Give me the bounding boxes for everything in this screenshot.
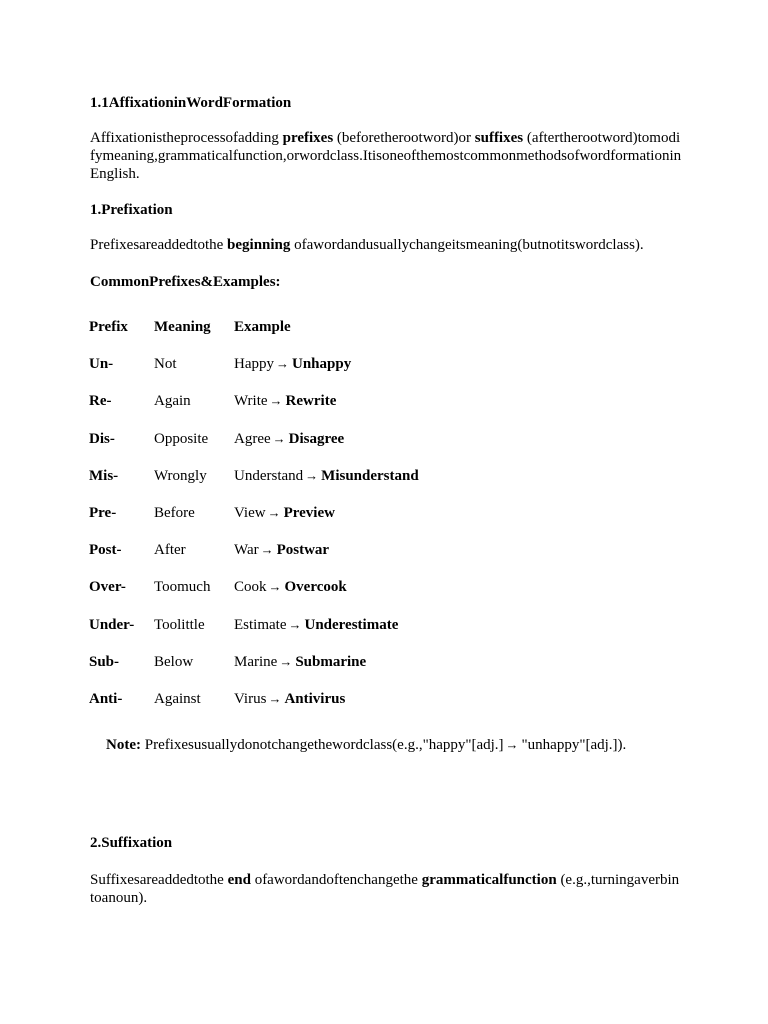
example-derived-word: Disagree <box>288 430 345 447</box>
example-base-word: Write <box>234 393 268 410</box>
meaning-cell: Not <box>154 356 177 373</box>
prefix-cell: Dis- <box>89 430 115 447</box>
arrow-icon: → <box>279 653 293 669</box>
arrow-icon: → <box>305 467 319 483</box>
example-cell <box>234 355 351 373</box>
header-meaning: Meaning <box>154 319 211 335</box>
meaning-cell: Against <box>154 690 201 707</box>
table-row <box>89 504 649 541</box>
table-row <box>89 653 649 690</box>
table-row <box>89 355 649 392</box>
meaning-cell: Before <box>154 504 195 521</box>
table-header-row <box>89 318 649 355</box>
intro-paragraph <box>90 129 682 183</box>
example-derived-word: Misunderstand <box>321 467 419 484</box>
table-row <box>89 541 649 578</box>
example-base-word: View <box>234 504 266 521</box>
intro-term-prefixes: prefixes <box>282 130 334 146</box>
example-base-word: War <box>234 542 259 559</box>
arrow-icon: → <box>260 542 274 558</box>
table-row <box>89 430 649 467</box>
example-derived-word: Antivirus <box>284 690 346 707</box>
example-base-word: Happy <box>234 356 274 373</box>
prefixation-text-2: ofawordandusuallychangeitsmeaning(butnotitswordclass). <box>290 237 644 253</box>
meaning-cell: Opposite <box>154 430 209 447</box>
table-row <box>89 616 649 653</box>
prefix-cell: Sub- <box>89 653 120 670</box>
prefix-cell: Pre- <box>89 504 117 521</box>
prefix-table <box>89 318 649 727</box>
prefix-cell: Anti- <box>89 690 123 707</box>
suffixation-text-3: (e.g.,turningaverbintoanoun). <box>90 872 680 906</box>
example-base-word: Virus <box>234 690 267 707</box>
prefix-cell: Under- <box>89 616 135 633</box>
header-example: Example <box>234 319 291 335</box>
table-row <box>89 690 649 727</box>
meaning-cell: Again <box>154 393 191 410</box>
intro-text-3: (aftertherootword)tomodifymeaning,grammaticalfunction,orwordclass.Itisoneofthemostcommonmethodsofwordformationin English. <box>90 130 682 182</box>
note-text-2: "unhappy"[adj.]). <box>521 737 627 753</box>
intro-text-1: Affixationistheprocessofadding <box>90 130 283 146</box>
example-base-word: Understand <box>234 467 304 484</box>
example-derived-word: Underestimate <box>304 616 399 633</box>
meaning-cell: Wrongly <box>154 467 207 484</box>
header-prefix: Prefix <box>89 319 128 335</box>
note-text-1: Prefixesusuallydonotchangethewordclass(e.g.,"happy"[adj.] <box>140 737 504 753</box>
prefixation-heading: 1.Prefixation <box>90 202 173 218</box>
example-cell <box>234 504 335 522</box>
suffixation-term-end: end <box>227 872 251 888</box>
intro-text-2: (beforetherootword)or <box>333 130 475 146</box>
intro-term-suffixes: suffixes <box>474 130 524 146</box>
prefix-cell: Re- <box>89 393 112 410</box>
example-derived-word: Unhappy <box>292 356 352 373</box>
example-cell <box>234 616 398 634</box>
arrow-icon: → <box>272 430 286 446</box>
meaning-cell: After <box>154 542 186 559</box>
arrow-icon: → <box>276 356 289 372</box>
prefix-cell: Post- <box>89 542 122 559</box>
suffixation-text-2: ofawordandoftenchangethe <box>250 872 422 888</box>
suffixation-term-grammatical-function: grammaticalfunction <box>421 872 557 888</box>
example-cell <box>234 653 366 671</box>
table-row <box>89 578 649 615</box>
prefixation-term-beginning: beginning <box>227 237 291 253</box>
prefix-cell: Mis- <box>89 467 119 484</box>
example-base-word: Cook <box>234 579 267 596</box>
arrow-icon: → <box>267 504 281 520</box>
prefix-cell: Un- <box>89 356 114 373</box>
example-cell <box>234 430 344 448</box>
example-cell <box>234 392 336 410</box>
example-cell <box>234 467 419 485</box>
example-base-word: Marine <box>234 653 278 670</box>
suffixation-heading: 2.Suffixation <box>90 835 173 851</box>
meaning-cell: Toomuch <box>154 579 211 596</box>
prefixation-paragraph <box>90 236 690 254</box>
arrow-icon: → <box>268 690 282 706</box>
prefixes-subheading: CommonPrefixes&Examples: <box>90 274 281 290</box>
example-base-word: Estimate <box>234 616 287 633</box>
example-derived-word: Preview <box>283 504 335 521</box>
example-derived-word: Postwar <box>276 542 330 559</box>
note-label: Note: <box>106 737 141 753</box>
example-derived-word: Rewrite <box>285 393 337 410</box>
example-cell <box>234 578 347 596</box>
prefix-cell: Over- <box>89 579 126 596</box>
arrow-icon: → <box>505 737 519 752</box>
arrow-icon: → <box>269 393 283 409</box>
suffixation-text-1: Suffixesareaddedtothe <box>90 872 228 888</box>
arrow-icon: → <box>268 579 282 595</box>
arrow-icon: → <box>288 616 302 632</box>
table-body <box>89 355 649 727</box>
meaning-cell: Toolittle <box>154 616 205 633</box>
table-row <box>89 392 649 429</box>
example-cell <box>234 690 345 708</box>
example-base-word: Agree <box>234 430 271 447</box>
example-derived-word: Overcook <box>284 579 347 596</box>
section-title: 1.1AffixationinWordFormation <box>90 95 292 111</box>
suffixation-paragraph <box>90 871 682 907</box>
example-derived-word: Submarine <box>295 653 367 670</box>
prefix-note <box>106 736 686 754</box>
meaning-cell: Below <box>154 653 194 670</box>
example-cell <box>234 541 329 559</box>
prefixation-text-1: Prefixesareaddedtothe <box>90 237 228 253</box>
table-row <box>89 467 649 504</box>
